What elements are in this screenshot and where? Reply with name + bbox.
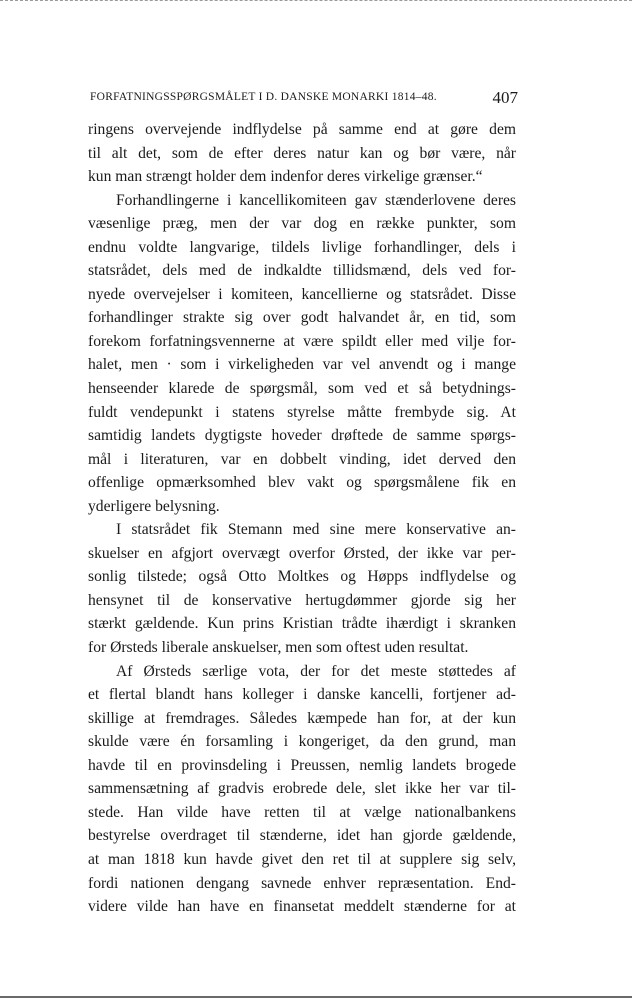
- text-line: nyede overvejelser i komiteen, kancellierne og statsrådet. Disse: [88, 285, 516, 303]
- text-line: yderligere belysning.: [88, 497, 220, 515]
- text-line: sonlig tilstede; også Otto Moltkes og Høpps indflydelse og: [88, 568, 516, 586]
- text-line: at man 1818 kun havde givet den ret til at supplere sig selv,: [88, 850, 516, 868]
- text-line: til alt det, som de efter deres natur kan og bør være, når: [88, 144, 516, 162]
- running-header: [90, 88, 518, 110]
- text-line: offenlige opmærksomhed blev vakt og spørgsmålene fik en: [88, 474, 516, 492]
- text-line: statsrådet, dels med de indkaldte tillidsmænd, dels ved for-: [88, 262, 516, 280]
- text-line: bestyrelse overdraget til stænderne, idet han gjorde gældende,: [88, 827, 516, 845]
- text-line: forekom forfatningsvennerne at være spildt eller med vilje for-: [88, 332, 516, 350]
- text-line: stærkt gældende. Kun prins Kristian trådte ihærdigt i skranken: [88, 615, 516, 633]
- text-line: ringens overvejende indflydelse på samme end at gøre dem: [88, 121, 516, 138]
- running-header-title: FORFATNINGSSPØRGSMÅLET I D. DANSKE MONARKI 1814–48.: [90, 91, 437, 103]
- text-line: væsenlige præg, men der var dog en række punkter, som: [88, 215, 516, 233]
- paragraph-first-line: I statsrådet fik Stemann med sine mere konservative an-: [116, 521, 516, 539]
- bottom-edge-rule: [0, 996, 632, 998]
- text-line: kun man strængt holder dem indenfor deres virkelige grænser.“: [88, 168, 483, 186]
- text-line: fuldt vendepunkt i statens styrelse måtte frembyde sig. At: [88, 403, 516, 421]
- text-line: skillige at fremdrages. Således kæmpede han for, at der kun: [88, 709, 516, 727]
- text-line: fordi nationen dengang savnede enhver repræsentation. End-: [88, 874, 516, 892]
- text-line: mål i literaturen, var en dobbelt vinding, idet derved den: [88, 450, 516, 468]
- top-edge-rule: [0, 0, 632, 2]
- text-line: samtidig landets dygtigste hoveder drøftede de samme spørgs-: [88, 427, 516, 445]
- text-line: skuelser en afgjort overvægt overfor Ørsted, der ikke var per-: [88, 544, 516, 562]
- text-line: stede. Han vilde have retten til at vælge nationalbankens: [88, 803, 516, 821]
- text-line: hensynet til de konservative hertugdømmer gjorde sig her: [88, 591, 516, 609]
- paragraph-first-line: Af Ørsteds særlige vota, der for det meste støttedes af: [116, 662, 516, 680]
- text-line: videre vilde han have en finansetat meddelt stænderne for at: [88, 898, 516, 916]
- text-line: halet, men · som i virkeligheden var vel anvendt og i mange: [88, 356, 516, 374]
- body-text: [88, 118, 516, 919]
- text-line: for Ørsteds liberale anskuelser, men som oftest uden resultat.: [88, 639, 469, 657]
- text-line: et flertal blandt hans kolleger i danske kancelli, fortjener ad-: [88, 686, 516, 704]
- page-number: 407: [492, 88, 518, 107]
- paragraph-first-line: Forhandlingerne i kancellikomiteen gav stænderlovene deres: [116, 191, 516, 209]
- text-line: forhandlinger strakte sig over godt halvandet år, en tid, som: [88, 309, 516, 327]
- text-line: skulde være én forsamling i kongeriget, da den grund, man: [88, 733, 516, 751]
- text-line: havde til en provinsdeling i Preussen, nemlig landets brogede: [88, 756, 516, 774]
- text-line: endnu voldte langvarige, tildels livlige forhandlinger, dels i: [88, 238, 516, 256]
- text-line: henseender klarede de spørgsmål, som ved et så betydnings-: [88, 380, 516, 398]
- text-line: sammensætning af gradvis erobrede dele, slet ikke her var til-: [88, 780, 516, 798]
